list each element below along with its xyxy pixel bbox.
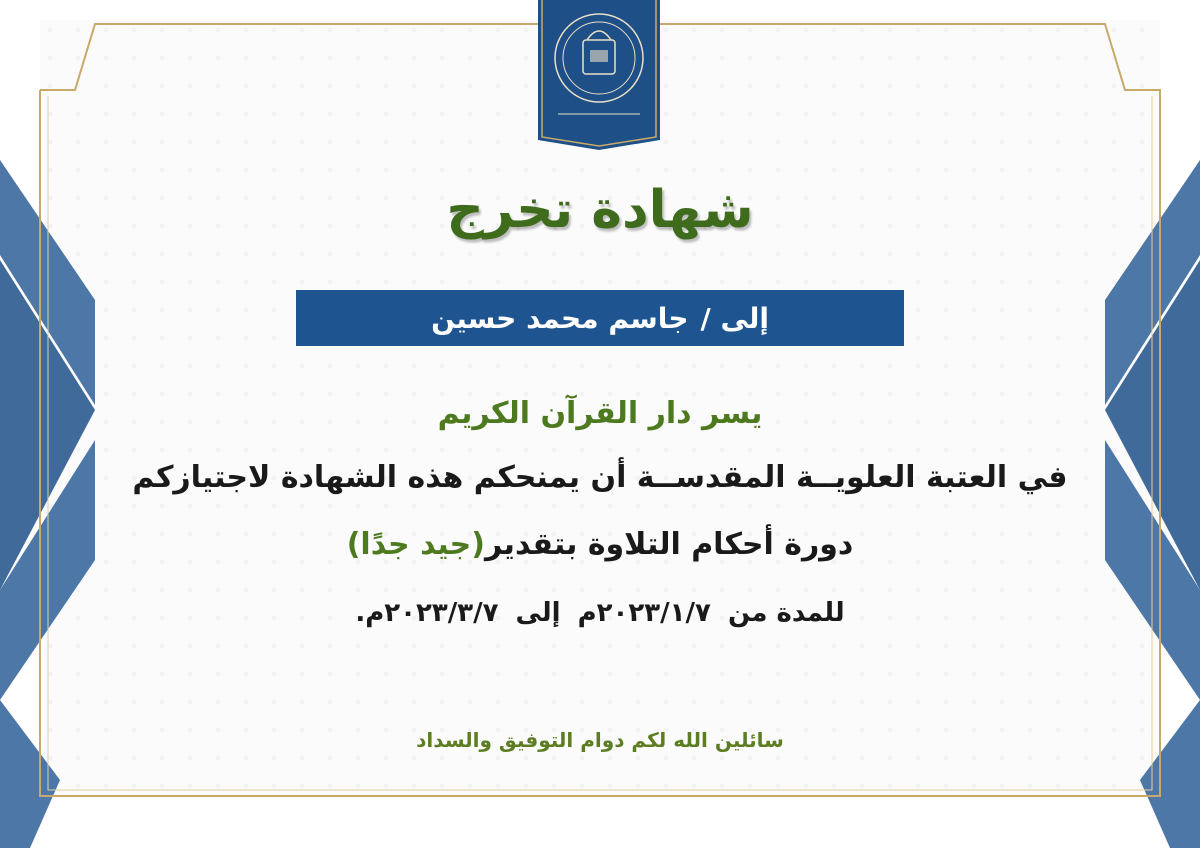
institution-seal-icon [538,0,660,150]
left-chevron-bottom [0,700,60,848]
period-to-date: ٢٠٢٣/٣/٧م. [355,598,499,628]
period-from-label: للمدة من [727,598,845,628]
recipient-prefix: إلى / [700,301,769,335]
certificate-title: شهادة تخرج [446,180,754,240]
grade-text: (جيد جدًا) [346,527,486,562]
course-text: دورة أحكام التلاوة بتقدير [485,527,854,562]
grant-line: في العتبة العلويــة المقدســة أن يمنحكم هذه الشهادة لاجتيازكم [132,460,1068,495]
period-to-label: إلى [515,598,561,628]
course-line [0,527,1200,562]
right-chevron-bottom [1140,700,1200,848]
period-from-date: ٢٠٢٣/١/٧م [577,598,711,628]
recipient-name: جاسم محمد حسين [431,301,689,335]
period-line [0,598,1200,628]
recipient-banner [296,290,904,346]
closing-line: سائلين الله لكم دوام التوفيق والسداد [416,728,784,752]
issuer-line: يسر دار القرآن الكريم [437,396,763,431]
